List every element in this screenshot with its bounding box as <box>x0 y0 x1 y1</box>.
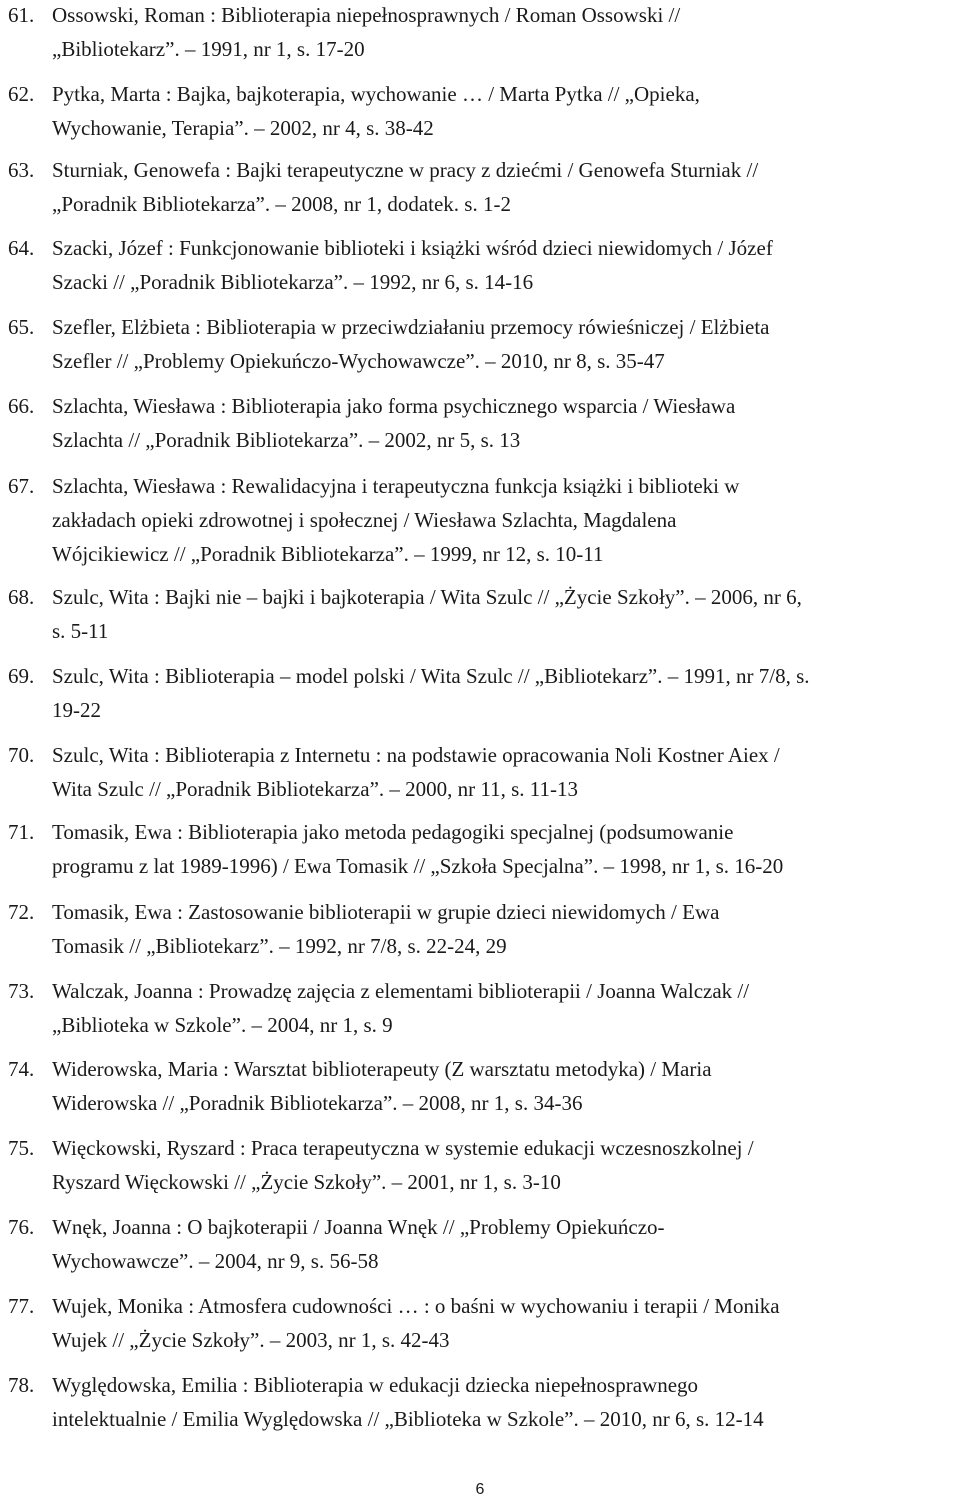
page-number: 6 <box>475 1481 485 1498</box>
bibliography-entry <box>0 389 960 469</box>
entry-text: Widerowska, Maria : Warsztat biblioterapeuty (Z warsztatu metodyka) / Maria Widerowska // „Poradnik Bibliotekarza”. – 2008, nr 1, s. 34-36 <box>52 1057 712 1115</box>
entry-text: Tomasik, Ewa : Zastosowanie biblioterapii w grupie dzieci niewidomych / Ewa Tomasik // „Bibliotekarz”. – 1992, nr 7/8, s. 22-24, 29 <box>52 900 720 958</box>
bibliography-entry <box>0 580 960 660</box>
entry-number: 66. <box>8 394 35 418</box>
entry-number: 77. <box>8 1294 35 1318</box>
entry-text: Walczak, Joanna : Prowadzę zajęcia z elementami biblioterapii / Joanna Walczak // „Biblioteka w Szkole”. – 2004, nr 1, s. 9 <box>52 979 750 1037</box>
entry-number: 72. <box>8 900 35 924</box>
entry-number: 67. <box>8 474 35 498</box>
entry-text: Wyględowska, Emilia : Biblioterapia w edukacji dziecka niepełnosprawnego intelektualnie / Emilia Wyględowska // „Biblioteka w Szkole”. – 2010, nr 6, s. 12-14 <box>52 1373 764 1431</box>
entry-text: Wnęk, Joanna : O bajkoterapii / Joanna Wnęk // „Problemy Opiekuńczo- Wychowawcze”. – 2004, nr 9, s. 56-58 <box>52 1215 665 1273</box>
entry-number: 69. <box>8 664 35 688</box>
entry-text: Sturniak, Genowefa : Bajki terapeutyczne w pracy z dziećmi / Genowefa Sturniak // „Poradnik Bibliotekarza”. – 2008, nr 1, dodatek. s. 1-2 <box>52 158 759 216</box>
entry-text: Ossowski, Roman : Biblioterapia niepełnosprawnych / Roman Ossowski // „Bibliotekarz”. – 1991, nr 1, s. 17-20 <box>52 3 681 61</box>
entry-text: Więckowski, Ryszard : Praca terapeutyczna w systemie edukacji wczesnoszkolnej / Ryszard Więckowski // „Życie Szkoły”. – 2001, nr 1, s. 3-10 <box>52 1136 754 1194</box>
entry-text: Szulc, Wita : Biblioterapia z Internetu : na podstawie opracowania Noli Kostner Aiex / Wita Szulc // „Poradnik Bibliotekarza”. – 2000, nr 11, s. 11-13 <box>52 743 780 801</box>
entry-number: 74. <box>8 1057 35 1081</box>
entry-text: Tomasik, Ewa : Biblioterapia jako metoda pedagogiki specjalnej (podsumowanie programu z lat 1989-1996) / Ewa Tomasik // „Szkoła Specjalna”. – 1998, nr 1, s. 16-20 <box>52 820 784 878</box>
bibliography-entry <box>0 1052 960 1132</box>
entry-number: 64. <box>8 236 35 260</box>
entry-text: Wujek, Monika : Atmosfera cudowności … : o baśni w wychowaniu i terapii / Monika Wujek // „Życie Szkoły”. – 2003, nr 1, s. 42-43 <box>52 1294 780 1352</box>
entry-text: Szefler, Elżbieta : Biblioterapia w przeciwdziałaniu przemocy rówieśniczej / Elżbieta Szefler // „Problemy Opiekuńczo-Wychowawcze”. – 2010, nr 8, s. 35-47 <box>52 315 770 373</box>
bibliography-entry <box>0 77 960 157</box>
entry-number: 71. <box>8 820 35 844</box>
bibliography-entry <box>0 231 960 311</box>
entry-number: 63. <box>8 158 35 182</box>
bibliography-entry <box>0 469 960 566</box>
bibliography-entry <box>0 1289 960 1369</box>
entry-text: Szlachta, Wiesława : Biblioterapia jako forma psychicznego wsparcia / Wiesława Szlachta // „Poradnik Bibliotekarza”. – 2002, nr 5, s. 13 <box>52 394 736 452</box>
entry-text: Szacki, Józef : Funkcjonowanie biblioteki i książki wśród dzieci niewidomych / Józef Szacki // „Poradnik Bibliotekarza”. – 1992, nr 6, s. 14-16 <box>52 236 773 294</box>
entry-number: 70. <box>8 743 35 767</box>
entry-text: Szlachta, Wiesława : Rewalidacyjna i terapeutyczna funkcja książki i biblioteki w zakładach opieki zdrowotnej i społecznej / Wiesława Szlachta, Magdalena Wójcikiewicz // „Poradnik Bibliotekarza”. – 1999, nr 12, s. 10-11 <box>52 474 740 566</box>
entry-number: 75. <box>8 1136 35 1160</box>
entry-text: Pytka, Marta : Bajka, bajkoterapia, wychowanie … / Marta Pytka // „Opieka, Wychowanie, Terapia”. – 2002, nr 4, s. 38-42 <box>52 82 700 140</box>
bibliography-entry <box>0 659 960 739</box>
bibliography-entry <box>0 895 960 975</box>
entry-text: Szulc, Wita : Bajki nie – bajki i bajkoterapia / Wita Szulc // „Życie Szkoły”. – 2006, nr 6, s. 5-11 <box>52 585 802 643</box>
entry-number: 76. <box>8 1215 35 1239</box>
bibliography-entry <box>0 1210 960 1290</box>
bibliography-entry <box>0 974 960 1054</box>
bibliography-entry <box>0 1131 960 1211</box>
bibliography-entry <box>0 153 960 233</box>
entry-number: 78. <box>8 1373 35 1397</box>
bibliography-entry <box>0 738 960 818</box>
entry-number: 73. <box>8 979 35 1003</box>
bibliography-entry <box>0 1368 960 1448</box>
entry-number: 65. <box>8 315 35 339</box>
entry-number: 62. <box>8 82 35 106</box>
entry-number: 61. <box>8 3 35 27</box>
entry-text: Szulc, Wita : Biblioterapia – model polski / Wita Szulc // „Bibliotekarz”. – 1991, nr 7/8, s. 19-22 <box>52 664 810 722</box>
bibliography-entry <box>0 0 960 78</box>
bibliography-entry <box>0 310 960 390</box>
bibliography-entry <box>0 815 960 895</box>
entry-number: 68. <box>8 585 35 609</box>
